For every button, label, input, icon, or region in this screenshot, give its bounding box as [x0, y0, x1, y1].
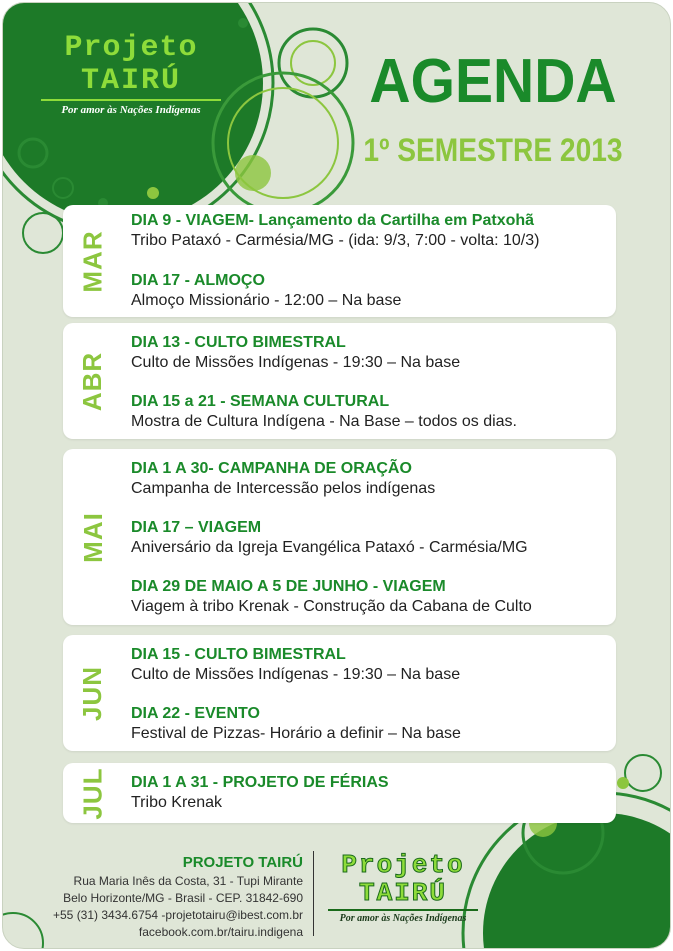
- event-title: DIA 13 - CULTO BIMESTRAL: [131, 334, 346, 351]
- logo-top-rule: [41, 99, 221, 101]
- logo-top-line2: TAIRÚ: [80, 64, 181, 98]
- footer-address1: Rua Maria Inês da Costa, 31 - Tupi Mirante: [73, 874, 303, 888]
- logo-top: [31, 25, 231, 135]
- logo-bottom-rule: [328, 909, 478, 911]
- event-title: DIA 29 DE MAIO A 5 DE JUNHO - VIAGEM: [131, 578, 446, 595]
- month-card-mar: [63, 205, 616, 317]
- event-desc: Festival de Pizzas- Horário a definir – Na base: [131, 725, 461, 742]
- event-item: [131, 645, 460, 685]
- event-title: DIA 1 A 31 - PROJETO DE FÉRIAS: [131, 774, 389, 791]
- page-subtitle: 1º SEMESTRE 2013: [363, 132, 623, 168]
- event-item: [131, 773, 389, 813]
- logo-bottom-tagline: Por amor às Nações Indígenas: [339, 913, 467, 924]
- event-item: [131, 211, 539, 251]
- event-desc: Campanha de Intercessão pelos indígenas: [131, 480, 436, 497]
- event-item: [131, 518, 528, 558]
- agenda-poster: [2, 2, 671, 949]
- event-title: DIA 9 - VIAGEM- Lançamento da Cartilha em Patxohã: [131, 212, 535, 229]
- month-label-mai: MAI: [77, 511, 108, 563]
- logo-bottom-line1: Projeto: [341, 850, 465, 880]
- event-title: DIA 17 - ALMOÇO: [131, 272, 265, 289]
- event-title: DIA 17 – VIAGEM: [131, 519, 262, 536]
- event-desc: Mostra de Cultura Indígena - Na Base – todos os dias.: [131, 413, 517, 430]
- footer-contact: [13, 853, 303, 941]
- event-desc: Culto de Missões Indígenas - 19:30 – Na base: [131, 354, 461, 371]
- event-title: DIA 15 - CULTO BIMESTRAL: [131, 646, 346, 663]
- logo-bottom: [323, 851, 483, 924]
- event-item: [131, 704, 461, 744]
- event-title: DIA 1 A 30- CAMPANHA DE ORAÇÃO: [131, 460, 412, 477]
- event-item: [131, 392, 517, 432]
- event-desc: Tribo Krenak: [131, 794, 222, 811]
- footer-contact-line: +55 (31) 3434.6754 -projetotairu@ibest.com.br: [53, 908, 303, 922]
- month-label-mar: MAR: [77, 229, 108, 293]
- month-label-abr: ABR: [77, 351, 108, 411]
- month-card-mai: [63, 449, 616, 625]
- event-desc: Aniversário da Igreja Evangélica Pataxó - Carmésia/MG: [131, 539, 528, 556]
- month-card-jun: [63, 635, 616, 751]
- event-desc: Almoço Missionário - 12:00 – Na base: [131, 292, 402, 309]
- logo-bottom-line2: TAIRÚ: [358, 878, 447, 908]
- month-label-jul: JUL: [77, 766, 108, 820]
- logo-top-line1: Projeto: [64, 31, 198, 65]
- month-card-abr: [63, 323, 616, 439]
- footer-org-name: PROJETO TAIRÚ: [182, 854, 303, 871]
- event-item: [131, 459, 435, 499]
- page-title: AGENDA: [369, 47, 617, 116]
- event-title: DIA 22 - EVENTO: [131, 705, 260, 722]
- footer-divider: [313, 851, 314, 936]
- event-desc: Tribo Pataxó - Carmésia/MG - (ida: 9/3, 7:00 - volta: 10/3): [131, 232, 540, 249]
- event-title: DIA 15 a 21 - SEMANA CULTURAL: [131, 393, 390, 410]
- event-desc: Culto de Missões Indígenas - 19:30 – Na base: [131, 666, 461, 683]
- event-item: [131, 577, 532, 617]
- footer-address2: Belo Horizonte/MG - Brasil - CEP. 31842-690: [63, 891, 303, 905]
- event-desc: Viagem à tribo Krenak - Construção da Cabana de Culto: [131, 598, 532, 615]
- event-item: [131, 271, 401, 311]
- month-label-jun: JUN: [77, 665, 108, 721]
- month-card-jul: [63, 763, 616, 823]
- event-item: [131, 333, 460, 373]
- logo-top-tagline: Por amor às Nações Indígenas: [61, 104, 201, 116]
- footer-facebook-link[interactable]: facebook.com.br/tairu.indigena: [138, 925, 303, 939]
